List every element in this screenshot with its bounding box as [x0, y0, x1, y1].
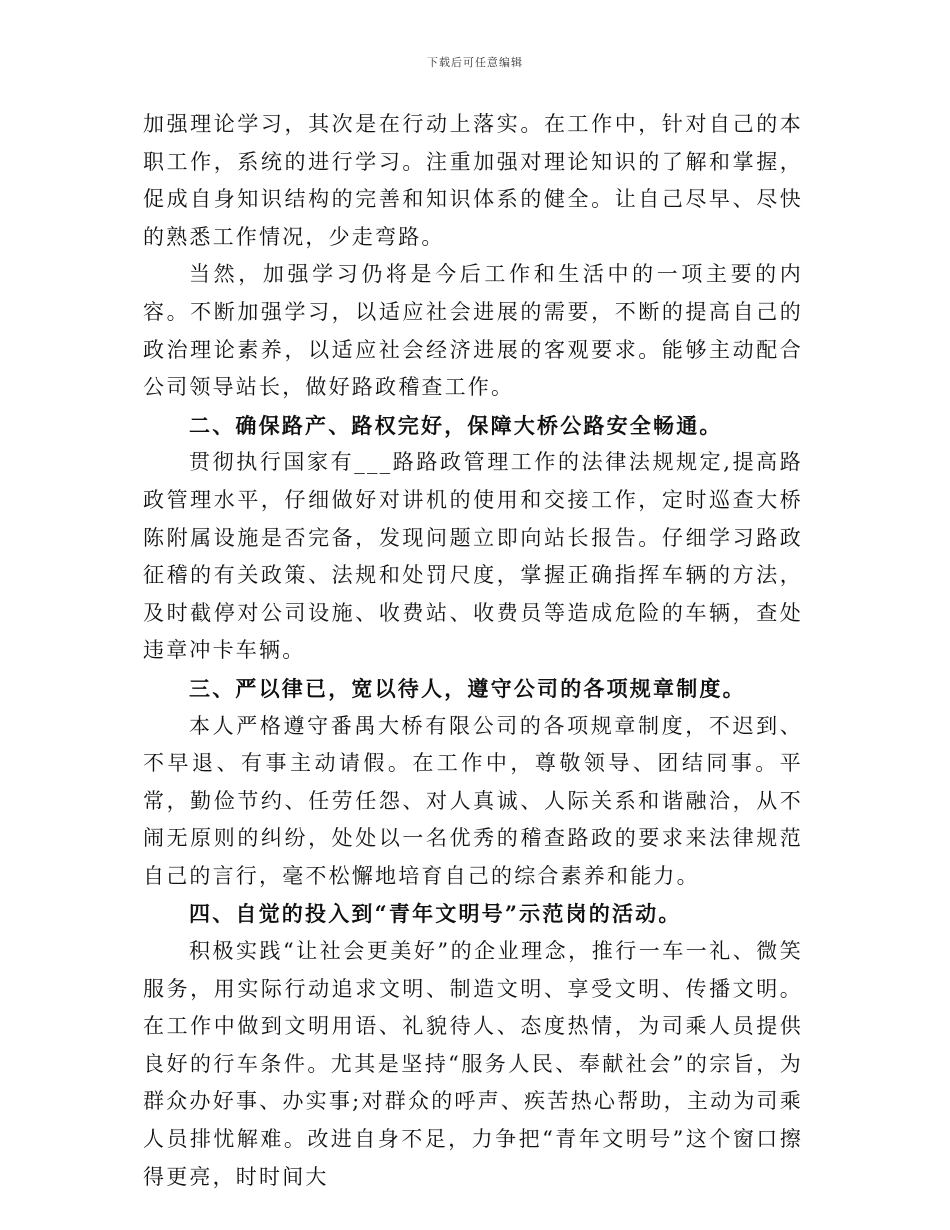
section-heading-civilization: 四、自觉的投入到“青年文明号”示范岗的活动。 [189, 901, 682, 927]
paragraph-discipline: 本人严格遵守番禺大桥有限公司的各项规章制度，不迟到、不早退、有事主动请假。在工作中，尊敬领导、团结同事。平常，勤俭节约、任劳任怨、对人真诚、人际关系和谐融洽，从不闹无原则的纠纷，处处以一名优秀的稽查路政的要求来法律规范自己的言行，毫不松懈地培育自己的综合素养和能力。 [143, 713, 803, 888]
section-heading-road-safety: 二、确保路产、路权完好，保障大桥公路安全畅通。 [189, 412, 723, 438]
document-body [143, 106, 803, 1196]
paragraph-study-ongoing: 当然，加强学习仍将是今后工作和生活中的一项主要的内容。不断加强学习，以适应社会进展的需要，不断的提高自己的政治理论素养，以适应社会经济进展的客观要求。能够主动配合公司领导站长，做好路政稽查工作。 [143, 262, 803, 400]
page-header: 下载后可任意编辑 [427, 56, 523, 69]
paragraph-civilization: 积极实践“让社会更美好”的企业理念，推行一车一礼、微笑服务，用实际行动追求文明、制造文明、享受文明、传播文明。在工作中做到文明用语、礼貌待人、态度热情，为司乘人员提供良好的行车条件。尤其是坚持“服务人民、奉献社会”的宗旨，为群众办好事、办实事;对群众的呼声、疾苦热心帮助，主动为司乘人员排忧解难。改进自身不足，力争把“青年文明号”这个窗口擦得更亮，时时间大 [143, 939, 803, 1189]
paragraph-road-administration: 贯彻执行国家有___路路政管理工作的法律法规规定,提高路政管理水平，仔细做好对讲机的使用和交接工作，定时巡查大桥陈附属设施是否完备，发现问题立即向站长报告。仔细学习路政征稽的有关政策、法规和处罚尺度，掌握正确指挥车辆的方法，及时截停对公司设施、收费站、收费员等造成危险的车辆，查处违章冲卡车辆。 [143, 450, 803, 663]
paragraph-study-continued: 加强理论学习，其次是在行动上落实。在工作中，针对自己的本职工作，系统的进行学习。注重加强对理论知识的了解和掌握，促成自身知识结构的完善和知识体系的健全。让自己尽早、尽快的熟悉工作情况，少走弯路。 [143, 112, 803, 249]
section-heading-discipline: 三、严以律已，宽以待人，遵守公司的各项规章制度。 [189, 675, 746, 701]
